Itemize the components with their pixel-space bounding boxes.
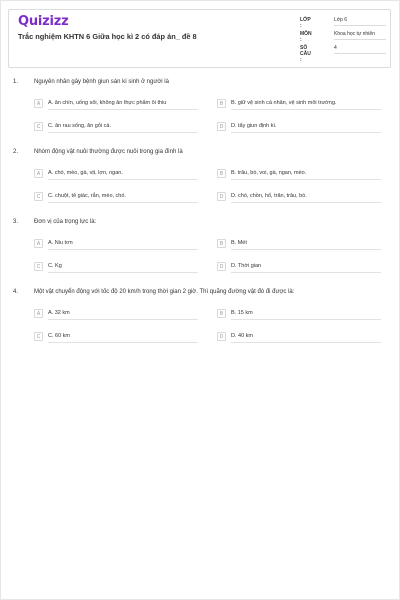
option-text: B. 15 km [231,310,253,316]
option-underline [231,272,381,273]
option-underline [231,342,381,343]
option-underline [231,109,381,110]
quizizz-logo: Quizizz [18,14,69,29]
option-underline [48,109,198,110]
question-text: Đơn vị của trọng lực là: [34,219,97,225]
option-underline [48,202,198,203]
option-letter-box: C [34,332,43,341]
option-text: D. 40 km [231,333,254,339]
option-letter-box: A [34,239,43,248]
worksheet-title: Trắc nghiệm KHTN 6 Giữa học kì 2 có đáp án_ đề 8 [18,32,197,41]
meta-count-value: 4 [334,45,337,51]
option-letter-box: B [217,169,226,178]
option-underline [231,132,381,133]
option-text: B. trâu, bò, voi, gà, ngan, mèo. [231,170,307,176]
option-letter-box: B [217,239,226,248]
option-letter-box: C [34,192,43,201]
option-text: A. 32 km [48,310,70,316]
option-text: B. giữ vệ sinh cá nhân, vệ sinh môi trường. [231,100,337,106]
option-letter-box: D [217,262,226,271]
option-text: A. chó, mèo, gà, vịt, lợn, ngan. [48,170,123,176]
meta-class-label: LỚP : [300,17,311,29]
option-text: A. Niu tơn [48,240,73,246]
option-letter-box: A [34,169,43,178]
option-letter-box: B [217,309,226,318]
question-text: Nguyên nhân gây bệnh giun sán kí sinh ở người là [34,79,169,85]
option-underline [48,249,198,250]
option-underline [231,249,381,250]
option-text: D. chó, chồn, hổ, trăn, trâu, bò. [231,193,307,199]
option-underline [48,342,198,343]
option-underline [231,319,381,320]
option-text: D. tẩy giun định kì. [231,123,277,129]
option-underline [48,132,198,133]
meta-class-underline [334,25,386,26]
meta-subject-label: MÔN : [300,31,312,43]
option-letter-box: C [34,262,43,271]
option-text: D. Thời gian [231,263,262,269]
question-text: Một vật chuyển động với tốc độ 20 km/h trong thời gian 2 giờ. Thì quãng đường vật đó đi được là: [34,289,295,295]
option-letter-box: C [34,122,43,131]
option-letter-box: D [217,122,226,131]
option-text: A. ăn chín, uống sôi, không ăn thực phẩm ôi thiu [48,100,167,106]
question-number: 4. [13,289,19,295]
option-letter-box: B [217,99,226,108]
option-text: C. chuột, tê giác, rắn, mèo, chó. [48,193,126,199]
option-underline [231,179,381,180]
option-text: C. Kg [48,263,62,269]
question-number: 1. [13,79,19,85]
meta-subject-value: Khoa học tự nhiên [334,31,375,37]
option-underline [48,272,198,273]
option-letter-box: A [34,309,43,318]
meta-class-value: Lớp 6 [334,17,348,23]
option-text: B. Mét [231,240,247,246]
worksheet-header [8,9,391,68]
meta-count-label: SỐ CÂU : [300,45,311,63]
option-letter-box: D [217,332,226,341]
option-underline [48,319,198,320]
question-number: 3. [13,219,19,225]
option-text: C. 60 km [48,333,71,339]
option-text: C. ăn rau sống, ăn gỏi cá. [48,123,111,129]
meta-subject-underline [334,39,386,40]
option-letter-box: A [34,99,43,108]
question-text: Nhóm động vật nuôi thường được nuôi trong gia đình là [34,149,183,155]
meta-count-underline [334,53,386,54]
option-underline [231,202,381,203]
option-letter-box: D [217,192,226,201]
question-number: 2. [13,149,19,155]
option-underline [48,179,198,180]
